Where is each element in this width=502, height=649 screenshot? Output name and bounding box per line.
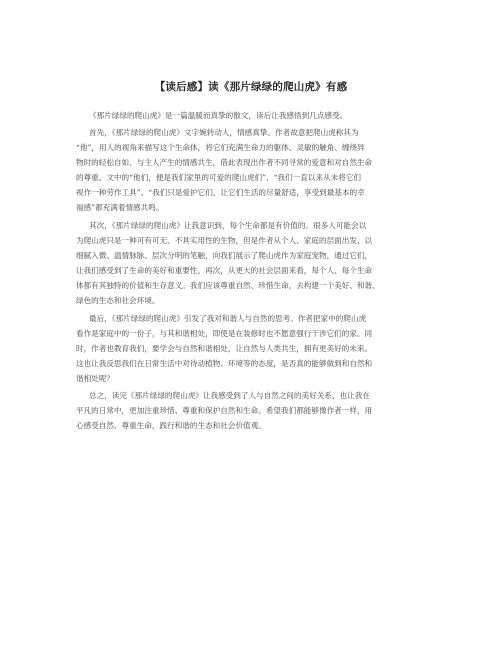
paragraph-1-line-1: 《那片绿绿的爬山虎》是一篇温暖而真挚的散文，读后让我感悟到几点感受。 [89,111,348,120]
paragraph-4-line-5: 谐相处呢？ [76,374,114,383]
paragraph-2-line-3: 物时的轻松自如、与主人产生的情感共生，借此表现出作者不同寻常的爱意和对自然生命 [76,158,373,167]
document-title: 【读后感】读《那片绿绿的爬山虎》有感 [154,81,348,93]
paragraph-3-line-1: 其次，《那片绿绿的爬山虎》让我意识到，每个生命都是有价值的。很多人可能会以 [89,221,367,230]
paragraph-4-line-3: 时，作者也教育我们，要学会与自然和谐相处，让自然与人类共生，拥有更美好的未来。 [76,344,373,353]
paragraph-3-line-2: 为爬山虎只是一种可有可无、不具实用性的生物，但是作者从个人、家庭的层面出发，以 [76,236,373,245]
paragraph-3-line-5: 体都有其独特的价值和生存意义。我们应该尊重自然、珍惜生命，去构建一个美好、和谐、 [76,281,380,290]
paragraph-4-line-2: 看作是家庭中的一份子，与其和谐相处，即使是在装修时也不愿意强行干涉它们的家。同 [76,329,373,338]
paragraph-2-line-6: 福感”都充满着情感共鸣。 [76,203,164,212]
paragraph-4-line-4: 这也让我反思我们在日常生活中对待动植物、环境等的态度，是否真的能够做到和自然和 [76,359,373,368]
paragraph-2-line-5: 视作一种劳作工具”、“我们只是爱护它们，让它们生活的尽量舒适，享受到最基本的幸 [76,188,365,197]
paragraph-5-line-3: 心感受自然、尊重生命，践行和谐的生态和社会价值观。 [76,421,266,430]
paragraph-3-line-4: 让我们感受到了生命的美好和重要性。再次，从更大的社会层面来看，每个人、每个生命 [76,266,373,275]
paragraph-2-line-1: 首先，《那片绿绿的爬山虎》文字婉转动人，情感真挚。作者故意把爬山虎称其为 [89,128,359,137]
paragraph-5-line-2: 平凡的日常中，更加注重珍惜、尊重和保护自然和生命。希望我们都能够像作者一样，用 [76,406,373,415]
paragraph-3-line-3: 细腻入微、温情脉脉、层次分明的笔触，向我们展示了爬山虎作为家庭宠物，通过它们， [76,251,373,260]
paragraph-3-line-6: 绿色的生态和社会环境。 [76,296,160,305]
paragraph-4-line-1: 最后，《那片绿绿的爬山虎》引发了我对和谐人与自然的思考。作者把家中的爬山虎 [89,314,367,323]
paragraph-2-line-4: 的尊重。文中的“他们，便是我们家里的可爱的爬山虎们”、“我们一直以来从未将它们 [76,173,362,182]
paragraph-2-line-2: “他”，用人的视角来描写这个生命体，将它们充满生命力的躯体、灵敏的触角、缠绕异 [76,143,365,152]
paragraph-5-line-1: 总之，读完《那片绿绿的爬山虎》让我感受到了人与自然之间的美好关系，也让我在 [89,391,370,400]
